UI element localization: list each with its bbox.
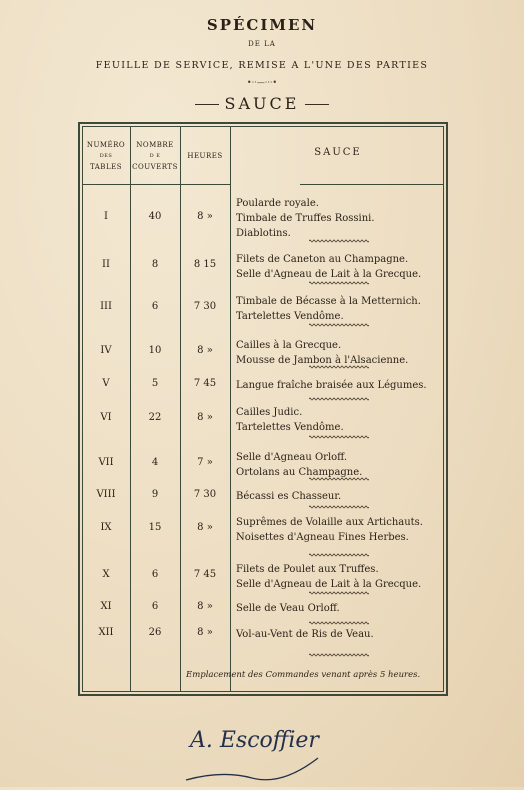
table-number: XI: [100, 600, 112, 612]
heading-rule-right: [305, 104, 329, 105]
service-hour: 8 »: [197, 626, 213, 638]
page-title: SPÉCIMEN: [206, 16, 318, 34]
wavy-separator: [309, 590, 369, 596]
dish-list: [236, 562, 421, 592]
section-heading-label: SAUCE: [224, 94, 300, 113]
dish-item: Bécassi es Chasseur.: [236, 491, 342, 502]
dish-list: [236, 627, 374, 642]
header-text: NOMBRE: [136, 141, 174, 149]
column-header-tables: [82, 140, 130, 173]
covers-count: 6: [151, 569, 159, 580]
covers-count: 26: [148, 626, 162, 638]
dish-item: Poularde royale.: [236, 198, 319, 209]
title-de-la: DE LA: [248, 40, 276, 48]
column-header-covers: [130, 140, 180, 173]
dish-item: Langue fraîche braisée aux Légumes.: [236, 380, 427, 391]
dish-item: Diablotins.: [236, 228, 291, 239]
dish-list: [236, 405, 344, 435]
table-number: IV: [100, 345, 112, 356]
covers-count: 6: [151, 600, 159, 612]
wavy-separator: [309, 620, 369, 626]
wavy-separator: [309, 504, 369, 510]
ornament-divider: •··—···•: [246, 78, 278, 87]
header-rule: [82, 184, 130, 185]
wavy-separator: [309, 552, 369, 558]
wavy-separator: [309, 322, 369, 328]
dish-item: Tartelettes Vendôme.: [236, 311, 344, 322]
column-header-sauce: SAUCE: [314, 147, 362, 158]
footnote: Emplacement des Commandes venant après 5 heures.: [186, 670, 421, 680]
service-hour: 7 30: [193, 301, 217, 312]
service-hour: 8 15: [193, 259, 217, 270]
column-header-hours: [180, 151, 230, 162]
covers-count: 5: [151, 377, 159, 389]
page-subtitle: FEUILLE DE SERVICE, REMISE A L'UNE DES PARTIES: [95, 60, 429, 71]
table-number: VIII: [96, 488, 116, 500]
dish-item: Suprêmes de Volaille aux Artichauts.: [236, 517, 423, 528]
header-text: DES: [99, 153, 113, 159]
dish-item: Filets de Caneton au Champagne.: [236, 254, 409, 265]
table-number: V: [102, 377, 110, 389]
service-hour: 8 »: [197, 600, 213, 612]
heading-rule-left: [195, 104, 219, 105]
dish-item: Selle de Veau Orloff.: [236, 603, 340, 614]
header-text: NUMÉRO: [86, 141, 126, 149]
table-number: II: [102, 259, 110, 270]
service-hour: 7 45: [193, 569, 217, 580]
service-hour: 8 »: [197, 210, 213, 222]
wavy-separator: [309, 476, 369, 482]
header-text: TABLES: [89, 163, 123, 171]
dish-list: [236, 601, 340, 616]
covers-count: 6: [151, 301, 159, 312]
header-rule: [130, 184, 180, 185]
dish-item: Ortolans au Champagne.: [236, 467, 363, 478]
dish-item: Cailles à la Grecque.: [236, 340, 342, 351]
table-number: VI: [100, 412, 112, 423]
service-hour: 8 »: [197, 522, 213, 533]
service-hour: 7 45: [193, 377, 217, 389]
dish-item: Timbale de Truffes Rossini.: [236, 213, 375, 224]
table-number: XII: [98, 626, 114, 638]
dish-item: Selle d'Agneau de Lait à la Grecque.: [236, 269, 422, 280]
table-number: IX: [100, 522, 112, 533]
header-text: COUVERTS: [132, 163, 178, 171]
signature: A. Escoffier: [190, 728, 319, 753]
dish-list: [236, 196, 375, 241]
wavy-separator: [309, 652, 369, 658]
wavy-separator: [309, 280, 369, 286]
table-number: I: [104, 210, 108, 222]
covers-count: 40: [148, 210, 162, 222]
service-hour: 8 »: [197, 412, 213, 423]
dish-item: Tartelettes Vendôme.: [236, 422, 344, 433]
wavy-separator: [309, 238, 369, 244]
dish-list: [236, 378, 427, 393]
header-text: D E: [149, 153, 161, 159]
service-hour: 8 »: [197, 345, 213, 356]
wavy-separator: [309, 434, 369, 440]
header-rule: [180, 184, 230, 185]
dish-list: [236, 489, 341, 504]
dish-item: Timbale de Bécasse à la Metternich.: [236, 296, 421, 307]
column-divider: [230, 126, 231, 692]
header-text: HEURES: [187, 152, 223, 160]
covers-count: 10: [148, 345, 162, 356]
covers-count: 15: [148, 522, 162, 533]
dish-list: [236, 294, 421, 324]
dish-item: Mousse de Jambon à l'Alsacienne.: [236, 355, 409, 366]
section-heading: [0, 94, 524, 113]
covers-count: 9: [151, 488, 159, 500]
dish-item: Selle d'Agneau Orloff.: [236, 452, 348, 463]
dish-item: Noisettes d'Agneau Fines Herbes.: [236, 532, 409, 543]
covers-count: 22: [148, 412, 162, 423]
dish-list: [236, 252, 421, 282]
wavy-separator: [309, 396, 369, 402]
dish-item: Filets de Poulet aux Truffes.: [236, 564, 379, 575]
covers-count: 8: [151, 259, 159, 270]
dish-item: Cailles Judic.: [236, 407, 303, 418]
wavy-separator: [309, 364, 369, 370]
table-number: VII: [98, 457, 114, 468]
table-number: X: [102, 569, 110, 580]
dish-item: Vol-au-Vent de Ris de Veau.: [236, 629, 374, 640]
header-rule: [300, 184, 444, 185]
service-hour: 7 30: [193, 488, 217, 500]
table-number: III: [100, 301, 112, 312]
covers-count: 4: [151, 457, 159, 468]
dish-list: [236, 515, 423, 545]
dish-item: Selle d'Agneau de Lait à la Grecque.: [236, 579, 422, 590]
service-hour: 7 »: [197, 457, 213, 468]
